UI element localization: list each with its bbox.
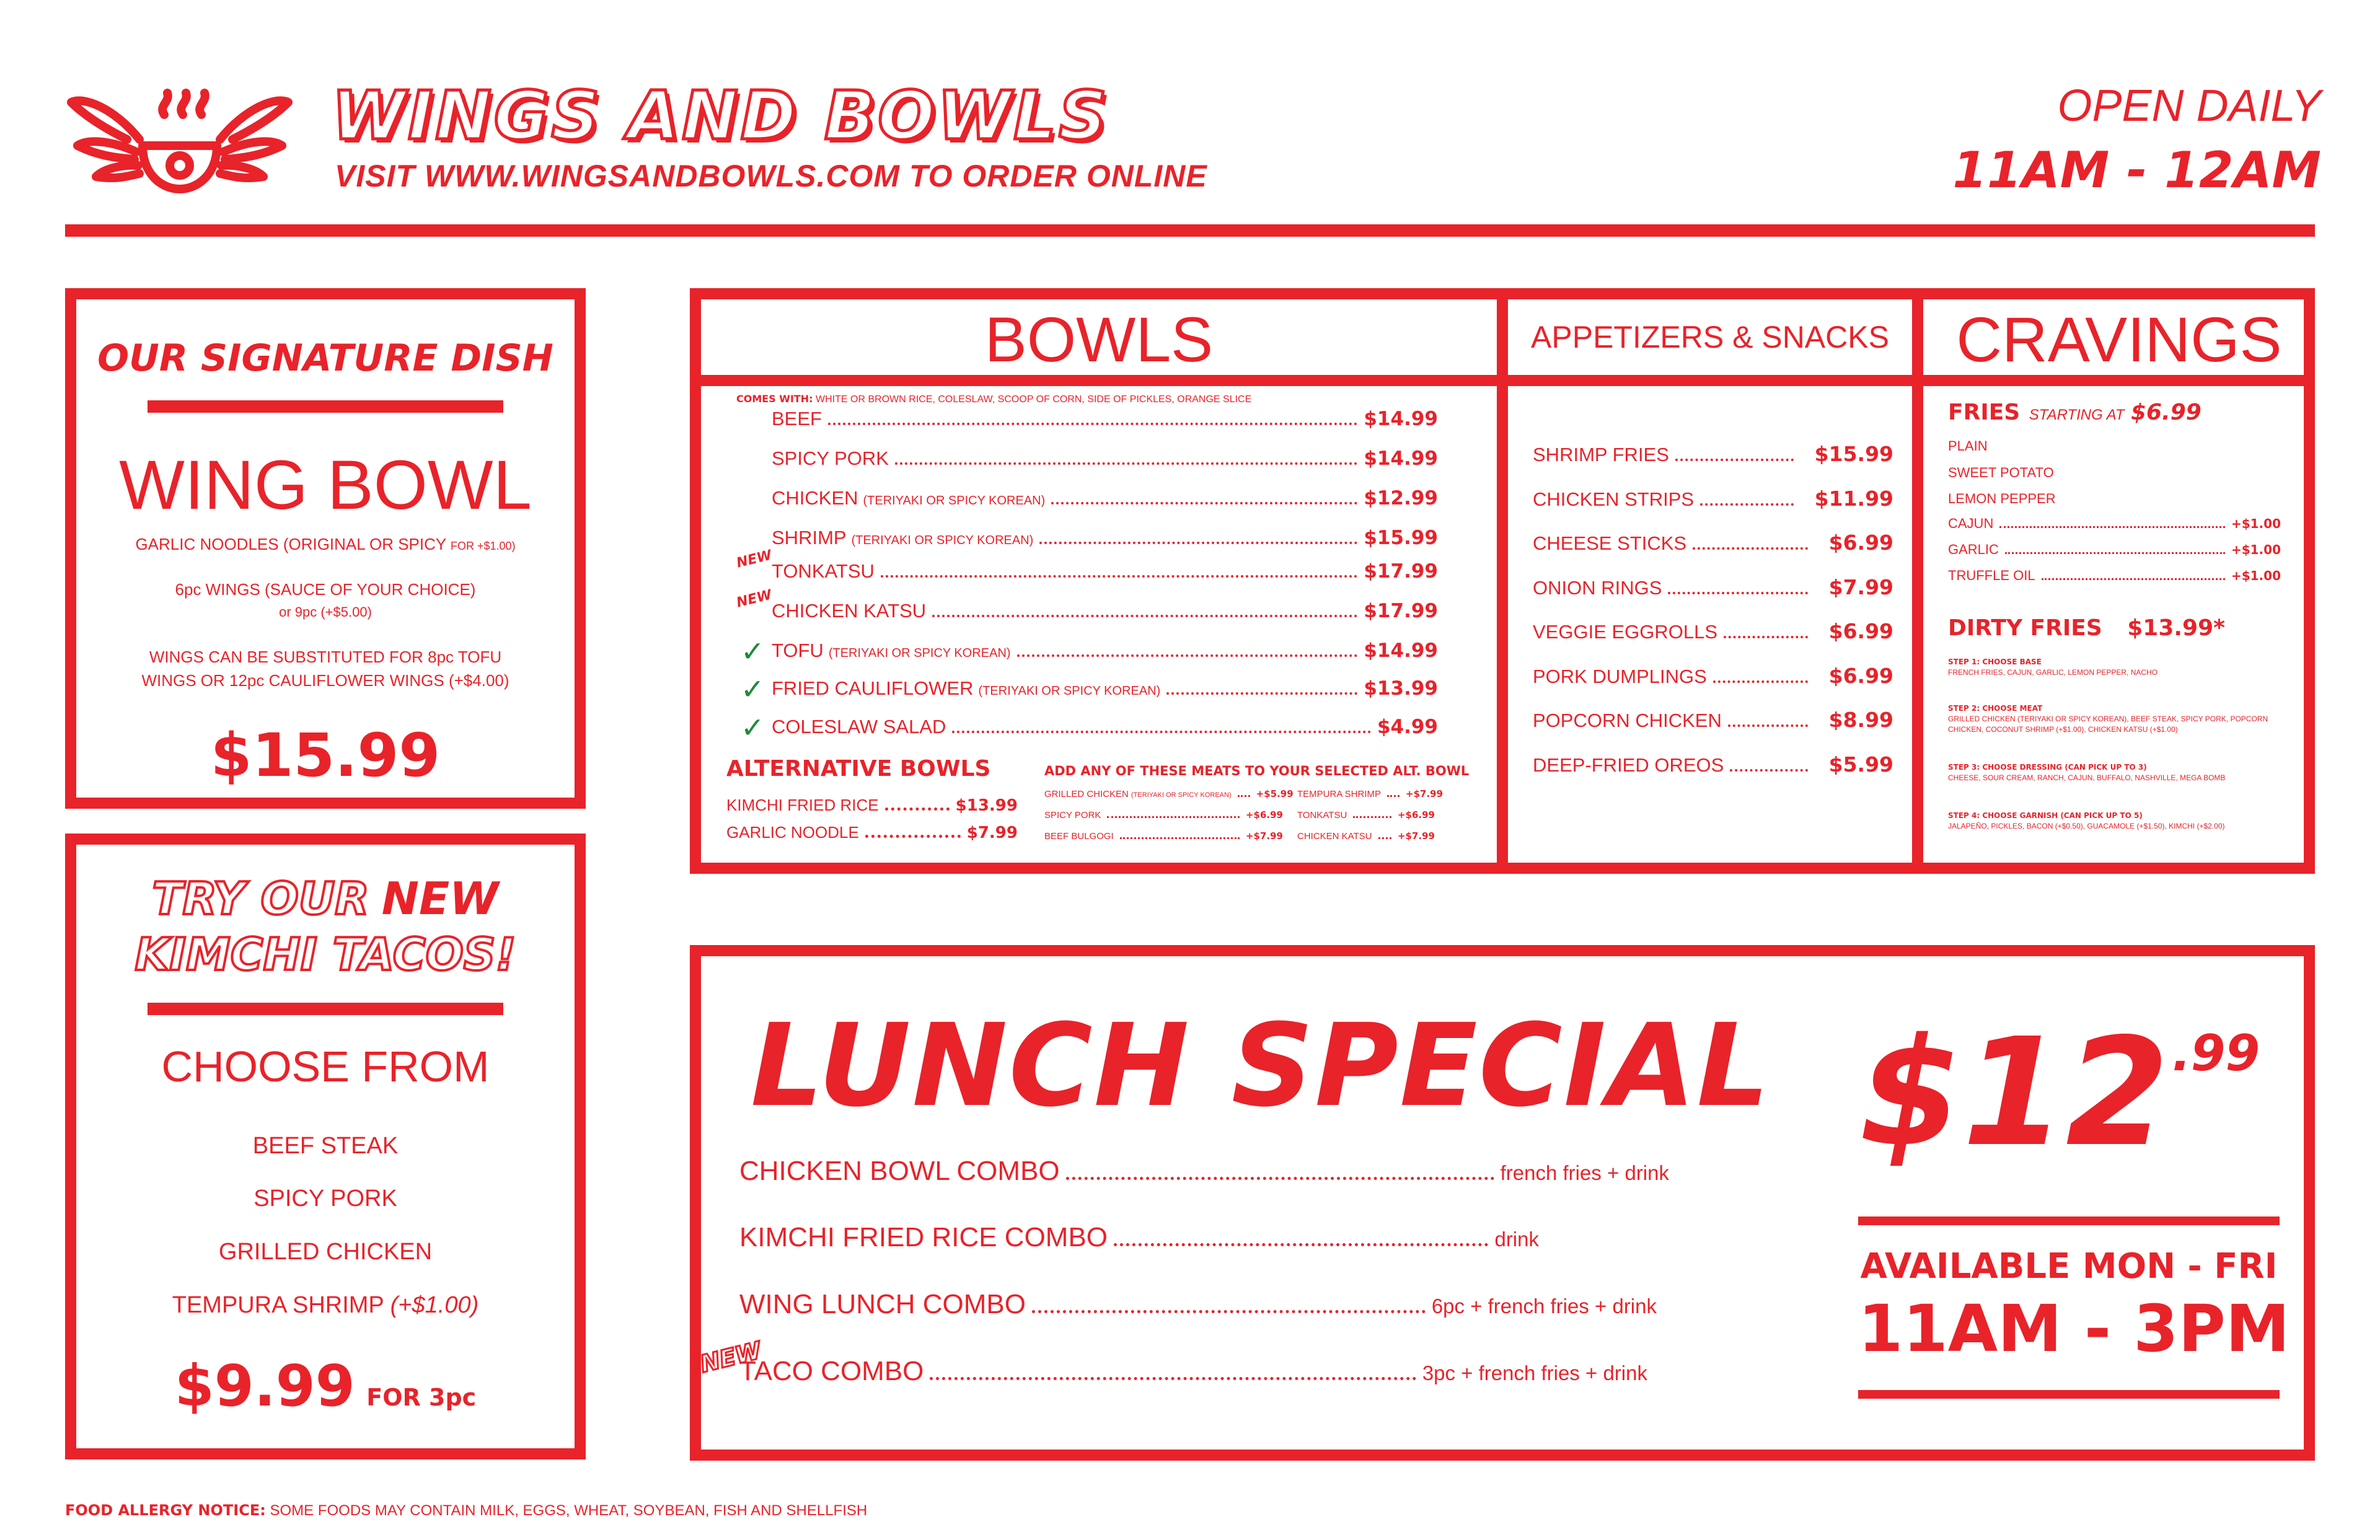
- bowl-item-name: CHICKEN KATSU: [772, 600, 927, 622]
- bowl-item-price: $4.99: [1377, 716, 1438, 738]
- open-hours: 11AM - 12AM: [1952, 141, 2321, 199]
- fries-flavor: LEMON PEPPER: [1948, 491, 2056, 506]
- bowl-item-name: BEEF: [772, 408, 822, 429]
- brand-logo: [65, 84, 294, 195]
- vegetarian-leaf-icon: ✓: [741, 672, 765, 706]
- tacos-choose-from: CHOOSE FROM: [161, 1042, 490, 1091]
- step-title: STEP 2: CHOOSE MEAT: [1948, 704, 2043, 713]
- lunch-item-name: CHICKEN BOWL COMBO: [739, 1156, 1060, 1186]
- new-badge: NEW: [697, 1336, 764, 1378]
- lunch-rule-top: [1858, 1217, 2280, 1225]
- bowl-item: [772, 487, 1438, 509]
- bowl-item-price: $13.99: [1364, 677, 1438, 700]
- tacos-option-1: BEEF STEAK: [252, 1133, 399, 1159]
- lunch-item-name: KIMCHI FRIED RICE COMBO: [739, 1222, 1108, 1252]
- step-title: STEP 4: CHOOSE GARNISH (CAN PICK UP TO 5): [1948, 811, 2143, 820]
- bowl-item: [772, 600, 1438, 622]
- signature-dish-panel: [65, 288, 586, 809]
- header-divider: [65, 224, 2315, 237]
- new-badge: NEW: [734, 587, 774, 611]
- appetizer-name: POPCORN CHICKEN: [1533, 710, 1722, 731]
- bowl-item-name: COLESLAW SALAD: [772, 716, 946, 737]
- addon-row: SPICY PORK +$6.99: [1044, 809, 1283, 821]
- tacos-rule: [148, 1003, 503, 1015]
- fries-flavor-extra: CAJUN +$1.00: [1948, 516, 2281, 531]
- lunch-available: AVAILABLE MON - FRI: [1860, 1246, 2278, 1287]
- signature-price: $15.99: [210, 721, 441, 790]
- addon-title: ADD ANY OF THESE MEATS TO YOUR SELECTED ALT. BOWL: [1044, 763, 1470, 778]
- lunch-item: [739, 1222, 1539, 1253]
- brand-name: WINGS AND BOWLS: [332, 77, 1109, 155]
- bowl-item: [772, 447, 1438, 470]
- addon-row: CHICKEN KATSU +$7.99: [1297, 830, 1435, 842]
- signature-line-1: GARLIC NOODLES (ORIGINAL OR SPICY FOR +$1.00): [135, 535, 516, 553]
- appetizer-price: $7.99: [1828, 574, 1893, 599]
- bowl-item: [772, 527, 1438, 549]
- addon-row: TEMPURA SHRIMP +$7.99: [1297, 788, 1443, 799]
- step-text: FRENCH FRIES, CAJUN, GARLIC, LEMON PEPPER, NACHO: [1948, 668, 2158, 677]
- lunch-item-detail: 3pc + french fries + drink: [1422, 1362, 1647, 1384]
- appetizer-price: $8.99: [1828, 708, 1893, 732]
- appetizer-name: VEGGIE EGGROLLS: [1533, 621, 1718, 643]
- bowl-item-price: $15.99: [1364, 527, 1438, 549]
- bowl-item-name: TONKATSU: [772, 560, 875, 582]
- appetizer-item: [1533, 664, 1893, 688]
- lunch-price: $12 .99: [1859, 1006, 2260, 1179]
- alt-bowls-title: ALTERNATIVE BOWLS: [726, 756, 991, 781]
- appetizer-price: $6.99: [1828, 530, 1893, 555]
- lunch-item-detail: 6pc + french fries + drink: [1431, 1295, 1657, 1318]
- appetizer-name: SHRIMP FRIES: [1533, 444, 1669, 465]
- lunch-item: [739, 1356, 1647, 1387]
- bowl-item-name: FRIED CAULIFLOWER: [772, 677, 974, 699]
- step-title: STEP 3: CHOOSE DRESSING (CAN PICK UP TO 3): [1948, 763, 2147, 772]
- bowl-item-note: (TERIYAKI OR SPICY KOREAN): [863, 494, 1046, 508]
- bowl-item: [772, 640, 1438, 662]
- step-text: JALAPEÑO, PICKLES, BACON (+$0.50), GUACAMOLE (+$1.50), KIMCHI (+$2.00): [1948, 822, 2225, 830]
- signature-heading: OUR SIGNATURE DISH: [97, 337, 553, 380]
- signature-line-2: 6pc WINGS (SAUCE OF YOUR CHOICE): [175, 580, 476, 599]
- appetizer-item: [1533, 442, 1893, 466]
- lunch-item: [739, 1289, 1657, 1320]
- fries-flavor: SWEET POTATO: [1948, 465, 2054, 480]
- vegetarian-leaf-icon: ✓: [741, 711, 765, 744]
- lunch-hours: 11AM - 3PM: [1858, 1291, 2290, 1366]
- lunch-title: LUNCH SPECIAL: [751, 1000, 1771, 1132]
- tagline: VISIT WWW.WINGSANDBOWLS.COM TO ORDER ONLINE: [335, 159, 1207, 193]
- bowl-item-price: $14.99: [1364, 640, 1438, 662]
- fries-flavor: PLAIN: [1948, 438, 1988, 454]
- bowl-item-note: (TERIYAKI OR SPICY KOREAN): [978, 684, 1161, 698]
- appetizer-name: PORK DUMPLINGS: [1533, 665, 1707, 687]
- appetizers-title: APPETIZERS & SNACKS: [1531, 320, 1889, 354]
- appetizer-item: [1533, 619, 1893, 643]
- tacos-option-3: GRILLED CHICKEN: [218, 1239, 433, 1265]
- appetizer-name: ONION RINGS: [1533, 576, 1662, 599]
- alt-bowl-row: KIMCHI FRIED RICE $13.99: [726, 796, 1018, 815]
- kimchi-tacos-panel: [65, 834, 586, 1459]
- bowl-item-price: $12.99: [1364, 487, 1438, 509]
- fries-flavor-extra: TRUFFLE OIL +$1.00: [1948, 568, 2281, 583]
- dirty-fries-step: [1948, 703, 2295, 735]
- appetizer-item: [1533, 575, 1893, 599]
- signature-line-2-option: or 9pc (+$5.00): [279, 604, 372, 620]
- bowl-item: [772, 716, 1438, 738]
- menu-header-rule: [690, 375, 2315, 386]
- bowl-item-price: $14.99: [1364, 408, 1438, 430]
- signature-line-3a: WINGS CAN BE SUBSTITUTED FOR 8pc TOFU: [149, 648, 502, 666]
- tacos-price: $9.99 FOR 3pc: [174, 1353, 477, 1419]
- bowls-title: BOWLS: [984, 304, 1214, 375]
- cravings-title: CRAVINGS: [1956, 304, 2282, 375]
- step-title: STEP 1: CHOOSE BASE: [1948, 658, 2042, 666]
- appetizer-price: $11.99: [1814, 486, 1893, 511]
- appetizer-price: $5.99: [1828, 752, 1893, 777]
- signature-line-3b: WINGS OR 12pc CAULIFLOWER WINGS (+$4.00): [141, 671, 509, 690]
- addon-row: TONKATSU +$6.99: [1297, 809, 1435, 821]
- bowl-item-price: $17.99: [1364, 560, 1438, 583]
- bowl-item-name: SPICY PORK: [772, 447, 889, 469]
- tacos-heading-line-2: KIMCHI TACOS!: [134, 928, 516, 980]
- appetizer-name: CHEESE STICKS: [1533, 532, 1687, 554]
- dirty-fries-heading: DIRTY FRIES $13.99*: [1948, 615, 2225, 641]
- lunch-item-detail: french fries + drink: [1500, 1161, 1669, 1184]
- bowl-item-name: CHICKEN: [772, 487, 858, 509]
- alt-bowl-row: GARLIC NOODLE $7.99: [726, 823, 1018, 842]
- bowls-comes-with: COMES WITH: WHITE OR BROWN RICE, COLESLAW, SCOOP OF CORN, SIDE OF PICKLES, ORANGE SLICE: [736, 393, 1252, 405]
- bowl-item-note: (TERIYAKI OR SPICY KOREAN): [851, 534, 1034, 547]
- appetizer-price: $6.99: [1828, 663, 1893, 688]
- bowl-item-price: $17.99: [1364, 600, 1438, 622]
- dirty-fries-step: [1948, 811, 2295, 832]
- lunch-item-name: WING LUNCH COMBO: [739, 1289, 1026, 1319]
- bowl-item-name: TOFU: [772, 640, 824, 661]
- appetizer-name: CHICKEN STRIPS: [1533, 488, 1695, 510]
- bowl-item-note: (TERIYAKI OR SPICY KOREAN): [828, 646, 1011, 660]
- winged-bowl-logo-icon: [65, 84, 294, 195]
- step-text: CHEESE, SOUR CREAM, RANCH, CAJUN, BUFFALO, NASHVILLE, MEGA BOMB: [1948, 773, 2226, 782]
- appetizer-name: DEEP-FRIED OREOS: [1533, 754, 1724, 776]
- tacos-option-4: TEMPURA SHRIMP (+$1.00): [172, 1292, 479, 1318]
- bowl-item: [772, 677, 1438, 700]
- dirty-fries-step: [1948, 762, 2295, 783]
- allergy-notice: FOOD ALLERGY NOTICE: SOME FOODS MAY CONTAIN MILK, EGGS, WHEAT, SOYBEAN, FISH AND SHELLFISH: [65, 1502, 868, 1519]
- signature-title: WING BOWL: [119, 446, 532, 524]
- vegetarian-leaf-icon: ✓: [741, 635, 765, 668]
- addon-row: GRILLED CHICKEN (TERIYAKI OR SPICY KOREAN) +$5.99: [1044, 788, 1294, 799]
- lunch-item-detail: drink: [1494, 1228, 1539, 1251]
- appetizer-item: [1533, 530, 1893, 555]
- fries-heading: FRIES STARTING AT $6.99: [1948, 400, 2202, 425]
- appetizer-price: $15.99: [1814, 442, 1893, 466]
- fries-flavor-extra: GARLIC +$1.00: [1948, 542, 2281, 557]
- bowl-item-price: $14.99: [1364, 447, 1438, 470]
- signature-rule: [148, 400, 503, 413]
- lunch-rule-bottom: [1858, 1390, 2280, 1399]
- bowl-item: [772, 560, 1438, 583]
- bowl-item-name: SHRIMP: [772, 527, 847, 548]
- bowl-item: [772, 408, 1438, 430]
- tacos-option-2: SPICY PORK: [253, 1186, 397, 1212]
- appetizer-item: [1533, 486, 1893, 511]
- appetizer-item: [1533, 708, 1893, 732]
- addon-row: BEEF BULGOGI +$7.99: [1044, 830, 1283, 842]
- appetizer-price: $6.99: [1828, 619, 1893, 643]
- lunch-item-name: TACO COMBO: [739, 1356, 924, 1386]
- dirty-fries-step: [1948, 657, 2295, 678]
- tacos-heading-line-1: TRY OUR NEW: [152, 873, 499, 925]
- step-text: GRILLED CHICKEN (TERIYAKI OR SPICY KOREAN), BEEF STEAK, SPICY PORK, POPCORN CHICKEN, COCONUT SHRIMP (+$1.00), CHICKEN KATSU (+$1.00): [1948, 715, 2268, 734]
- lunch-item: [739, 1156, 1669, 1187]
- open-daily-label: OPEN DAILY: [2057, 81, 2321, 131]
- new-badge: NEW: [734, 547, 774, 571]
- appetizer-item: [1533, 752, 1893, 777]
